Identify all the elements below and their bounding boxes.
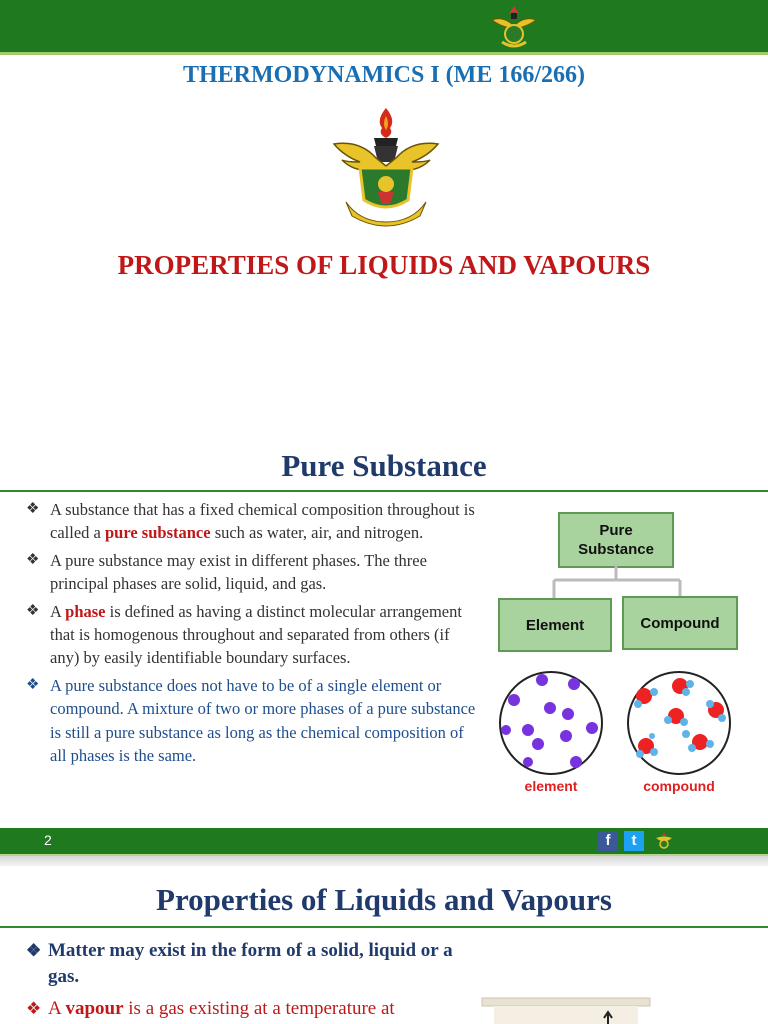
list-item: ❖ A vapour is a gas existing at a temperature at	[26, 996, 488, 1022]
list-item: ❖ Matter may exist in the form of a solid, liquid or a gas.	[26, 940, 453, 987]
twitter-icon[interactable]: t	[624, 831, 644, 851]
course-title: THERMODYNAMICS I (ME 166/266)	[183, 62, 585, 88]
diamond-bullet-icon: ❖	[26, 602, 40, 619]
topic-title: PROPERTIES OF LIQUIDS AND VAPOURS	[117, 250, 651, 280]
element-box: Element	[498, 598, 612, 652]
title-slide	[0, 0, 768, 420]
compound-caption: compound	[643, 778, 715, 794]
diamond-bullet-icon: ❖	[26, 501, 40, 517]
header-bar	[0, 0, 768, 55]
element-caption: element	[524, 778, 578, 794]
list-item: ❖ A phase is defined as having a distinct molecular arrangement that is homogenous throughout and separated from others (if any) by easily identifiable boundary surfaces.	[26, 601, 462, 668]
list-item: ❖ A pure substance may exist in different phases. The three principal phases are solid, liquid, and gas.	[26, 550, 427, 594]
footer-bar	[0, 828, 768, 856]
compound-molecules-illustration	[626, 670, 732, 776]
pure-substance-slide	[0, 426, 768, 856]
slide-title: Pure Substance	[281, 448, 487, 483]
term-highlight: phase	[65, 601, 106, 621]
university-crest-icon	[330, 104, 442, 234]
element-molecules-illustration	[498, 670, 604, 776]
facebook-icon[interactable]: f	[598, 831, 618, 851]
title-divider	[0, 926, 768, 928]
title-divider	[0, 490, 768, 492]
diamond-bullet-icon: ❖	[26, 551, 40, 568]
container-illustration	[480, 996, 652, 1024]
list-item: ❖ A substance that has a fixed chemical composition throughout is called a pure substance such as water, air, and nitrogen.	[26, 500, 475, 543]
university-crest-icon	[488, 4, 540, 50]
term-highlight: vapour	[65, 998, 124, 1019]
bullet-list	[26, 498, 482, 771]
slide-separator	[0, 856, 768, 866]
properties-slide	[0, 866, 768, 1024]
diamond-bullet-icon: ❖	[26, 999, 42, 1018]
term-highlight: pure substance	[104, 523, 211, 543]
diamond-bullet-icon: ❖	[26, 676, 40, 693]
compound-box: Compound	[622, 596, 738, 650]
slide-title: Properties of Liquids and Vapours	[156, 882, 612, 917]
page-number: 2	[44, 832, 52, 848]
list-item: ❖ A pure substance does not have to be of a single element or compound. A mixture of two or more phases of a pure substance is still a pure substance as long as the chemical composition of all phases is the same.	[26, 675, 476, 766]
university-crest-icon	[654, 831, 674, 851]
diamond-bullet-icon: ❖	[26, 941, 42, 960]
pure-substance-box: Pure Substance	[558, 512, 674, 568]
diagram-connector	[490, 564, 768, 598]
